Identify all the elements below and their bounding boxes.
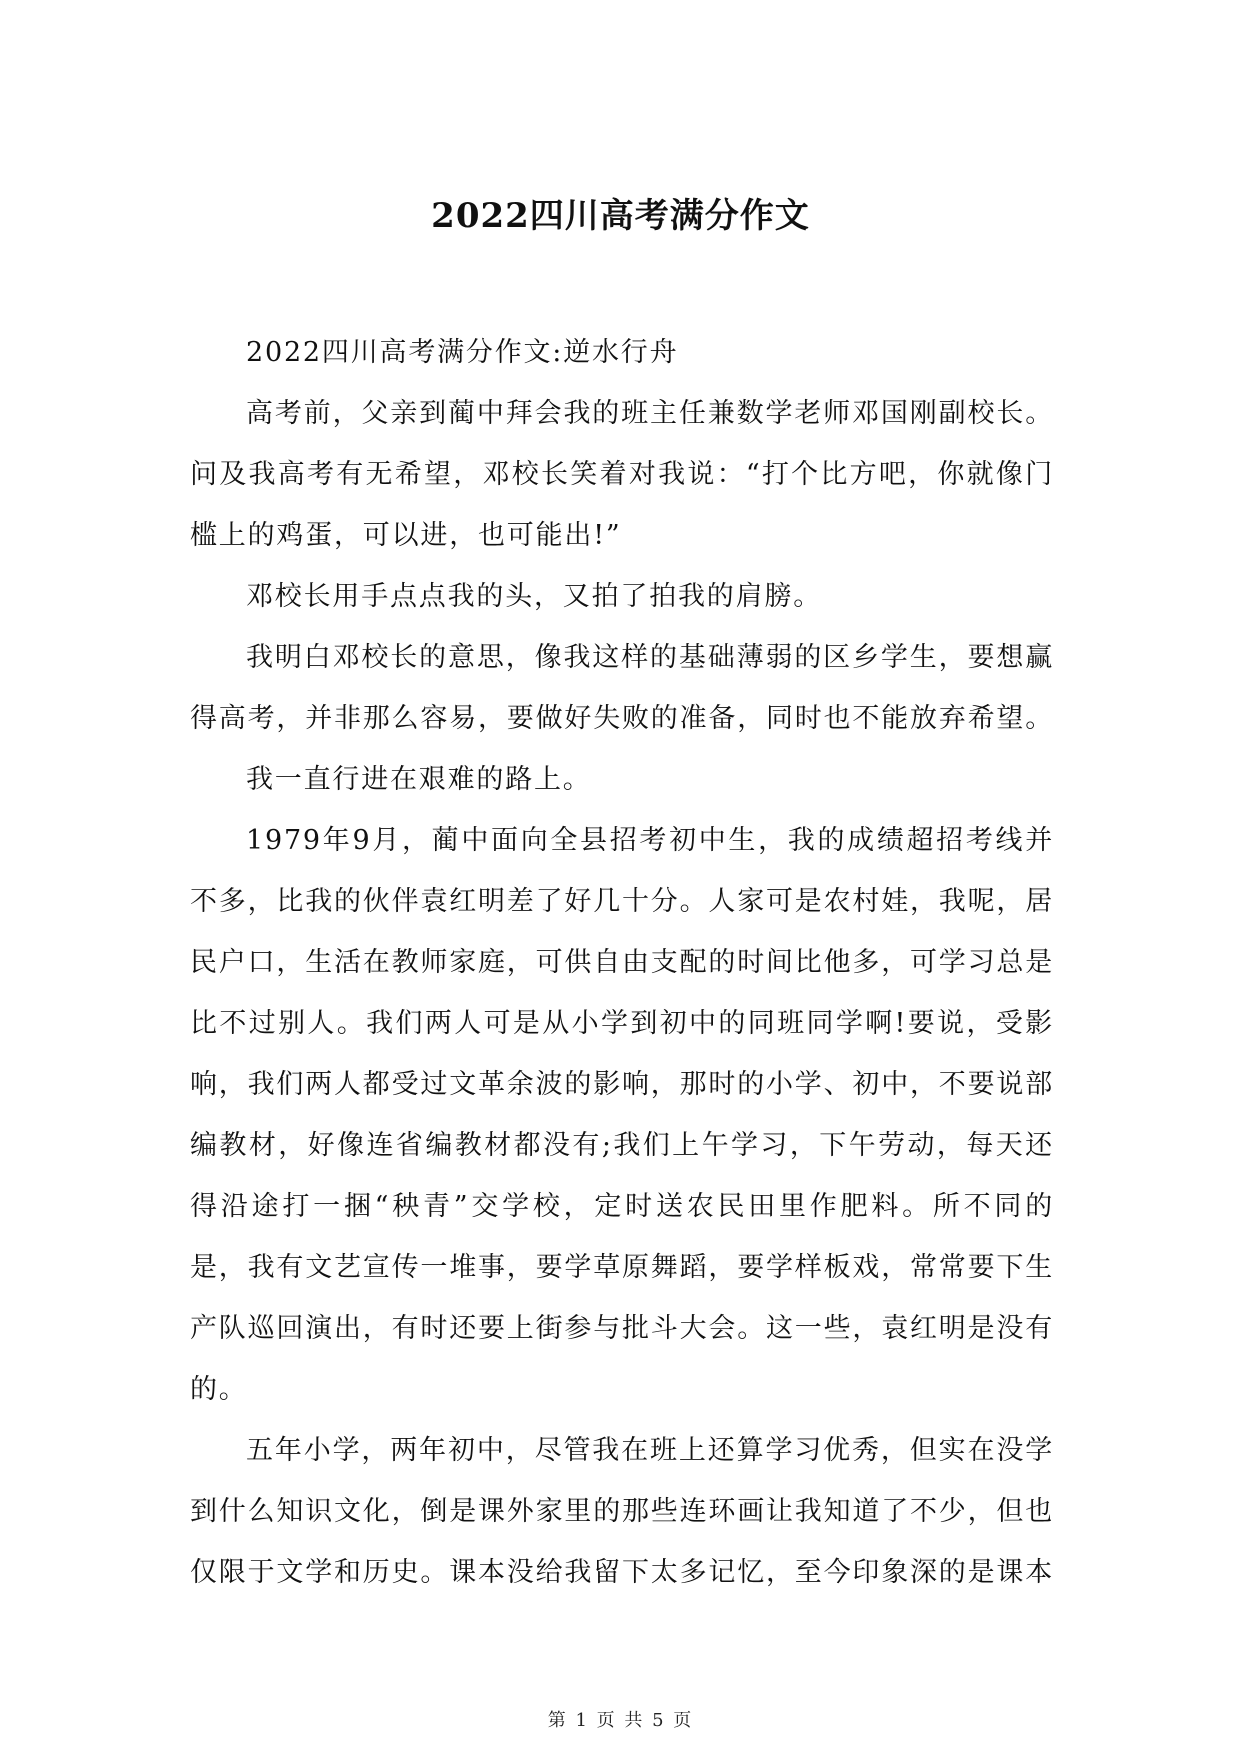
paragraph: 邓校长用手点点我的头，又拍了拍我的肩膀。 [246, 581, 822, 612]
paragraph: 我明白邓校长的意思，像我这样的基础薄弱的区乡学生，要想赢得高考，并非那么容易，要做好失败的准备，同时也不能放弃希望。 [190, 642, 1054, 734]
paragraph: 五年小学，两年初中，尽管我在班上还算学习优秀，但实在没学到什么知识文化，倒是课外家里的那些连环画让我知道了不少，但也仅限于文学和历史。课本没给我留下太多记忆，至今印象深的是课本 [190, 1435, 1054, 1588]
essay-subtitle: 2022四川高考满分作文:逆水行舟 [246, 337, 679, 368]
paragraph: 高考前，父亲到蔺中拜会我的班主任兼数学老师邓国刚副校长。问及我高考有无希望，邓校长笑着对我说：“打个比方吧，你就像门槛上的鸡蛋，可以进，也可能出!” [190, 398, 1054, 551]
paragraph: 我一直行进在艰难的路上。 [246, 764, 592, 795]
page-footer: 第 1 页 共 5 页 [547, 1710, 694, 1731]
document-body [190, 322, 1054, 1603]
paragraph: 1979年9月，蔺中面向全县招考初中生，我的成绩超招考线并不多，比我的伙伴袁红明差了好几十分。人家可是农村娃，我呢，居民户口，生活在教师家庭，可供自由支配的时间比他多，可学习总是比不过别人。我们两人可是从小学到初中的同班同学啊!要说，受影响，我们两人都受过文革余波的影响，那时的小学、初中，不要说部编教材，好像连省编教材都没有;我们上午学习，下午劳动，每天还得沿途打一捆“秧青”交学校，定时送农民田里作肥料。所不同的是，我有文艺宣传一堆事，要学草原舞蹈，要学样板戏，常常要下生产队巡回演出，有时还要上街参与批斗大会。这一些，袁红明是没有的。 [190, 825, 1054, 1405]
document-title: 2022四川高考满分作文 [431, 196, 810, 236]
